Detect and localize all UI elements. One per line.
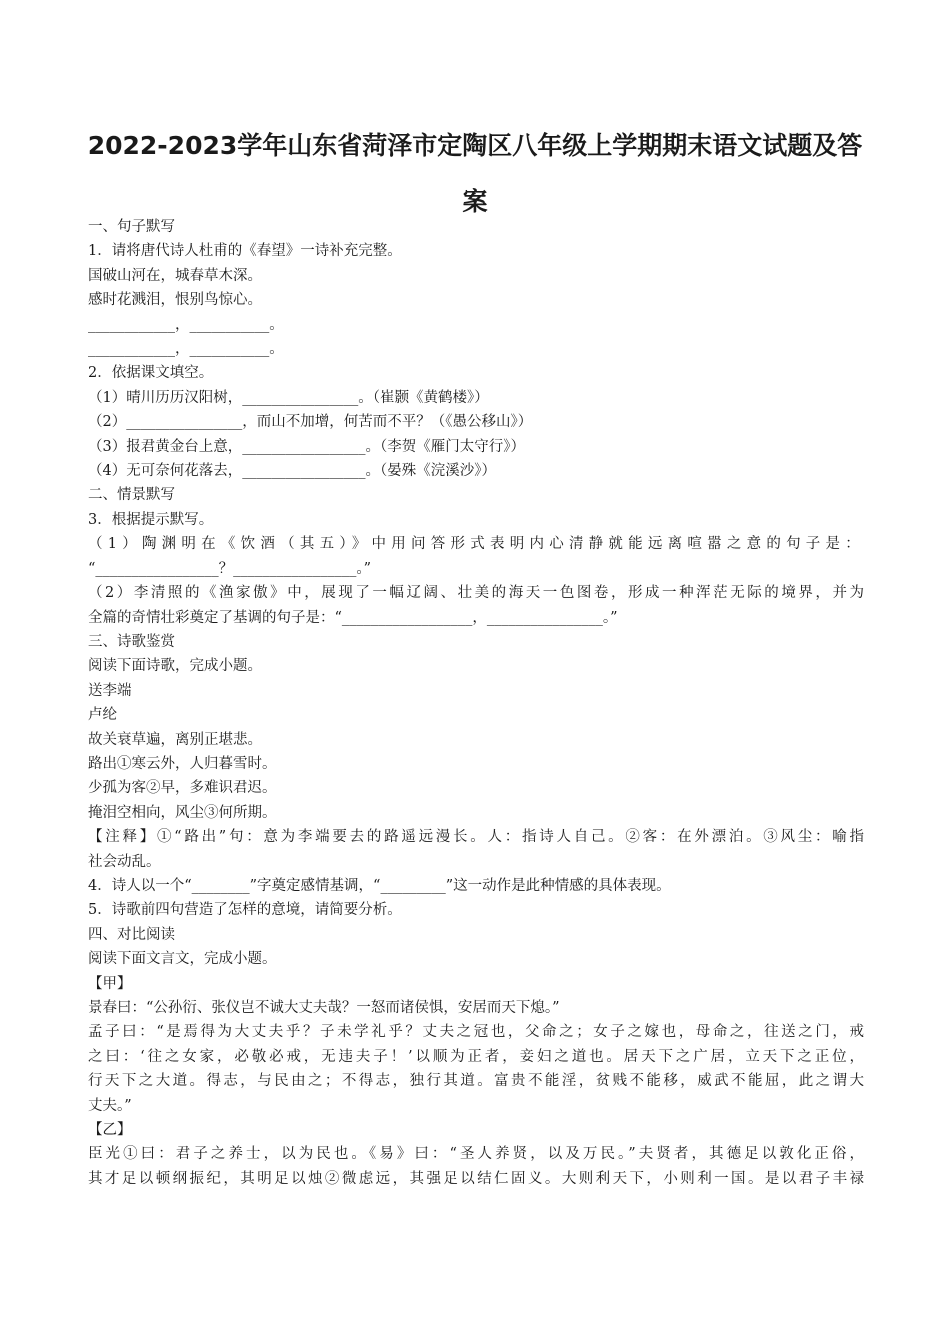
section-heading: 一、句子默写 [88, 219, 175, 235]
passage-label: 【乙】 [88, 1122, 132, 1139]
title-line-2: 案 [462, 187, 488, 216]
question: 3．根据提示默写。 [88, 511, 214, 528]
passage-line: 臣光①曰：君子之养士，以为民也。《易》曰：“圣人养贤，以及万民。”夫贤者，其德足以敦化正俗， [88, 1146, 864, 1163]
annotation-cont: 社会动乱。 [88, 853, 161, 870]
passage-line: 之曰：‘往之女家，必敬必戒，无违夫子！’以顺为正者，妾妇之道也。居天下之广居，立天下之正位， [88, 1048, 864, 1065]
question: 2．依据课文填空。 [88, 365, 214, 382]
question: 1．请将唐代诗人杜甫的《春望》一诗补充完整。 [88, 243, 402, 260]
passage-line: 孟子曰：“是焉得为大丈夫乎？子未学礼乎？丈夫之冠也，父命之；女子之嫁也，母命之，往送之门，戒 [88, 1024, 864, 1041]
sub-question: （2）李清照的《渔家傲》中，展现了一幅辽阔、壮美的海天一色图卷，形成一种浑茫无际的境界，并为 [88, 585, 864, 602]
poem-line: 感时花溅泪，恨别鸟惊心。 [88, 292, 262, 309]
document-body [88, 215, 864, 1191]
title-line-1: 2022-2023学年山东省菏泽市定陶区八年级上学期期末语文试题及答 [87, 131, 863, 160]
poem-title: 送李端 [88, 682, 132, 699]
blank-line: “_________________？_________________。” [88, 560, 372, 577]
blank-line: ____________，___________。 [88, 316, 284, 333]
question: 4．诗人以一个“________”字奠定感情基调，“_________”这一动作是此种情感的具体表现。 [88, 877, 671, 894]
section-heading: 四、对比阅读 [88, 926, 175, 943]
sub-question-cont: 全篇的奇情壮彩奠定了基调的句子是：“__________________，________________。” [88, 609, 618, 626]
sub-question: （3）报君黄金台上意，_________________。（李贺《雁门太守行》） [88, 438, 525, 455]
poem-line: 掩泪空相向，风尘③何所期。 [88, 804, 277, 821]
passage-line: 其才足以顿纲振纪，其明足以烛②微虑远，其强足以结仁固义。大则利天下，小则利一国。是以君子丰禄 [88, 1170, 864, 1187]
poem-line: 少孤为客②早，多难识君迟。 [88, 780, 277, 797]
passage-label: 【甲】 [88, 975, 132, 992]
instruction: 阅读下面诗歌，完成小题。 [88, 658, 262, 675]
page-title [70, 118, 880, 230]
question: 5．诗歌前四句营造了怎样的意境，请简要分析。 [88, 902, 402, 919]
section-heading: 二、情景默写 [88, 487, 175, 504]
sub-question: （4）无可奈何花落去，_________________。（晏殊《浣溪沙》） [88, 463, 496, 480]
section-heading: 三、诗歌鉴赏 [88, 633, 175, 650]
blank-line: ____________，___________。 [88, 341, 284, 358]
poem-line: 故关衰草遍，离别正堪悲。 [88, 731, 262, 748]
sub-question: （1）晴川历历汉阳树，________________。（崔颢《黄鹤楼》） [88, 389, 489, 406]
instruction: 阅读下面文言文，完成小题。 [88, 951, 277, 968]
sub-question: （2）________________，而山不加增，何苦而不平？（《愚公移山》） [88, 414, 533, 431]
passage-line: 景春曰：“公孙衍、张仪岂不诚大丈夫哉？一怒而诸侯惧，安居而天下熄。” [88, 1000, 560, 1016]
passage-line: 丈夫。” [88, 1097, 132, 1114]
poem-line: 国破山河在，城春草木深。 [88, 267, 262, 284]
poem-line: 路出①寒云外，人归暮雪时。 [88, 755, 277, 772]
annotation: 【注释】①“路出”句：意为李端要去的路遥远漫长。人：指诗人自己。②客：在外漂泊。③风尘：喻指 [88, 829, 864, 846]
passage-line: 行天下之大道。得志，与民由之；不得志，独行其道。富贵不能淫，贫贱不能移，威武不能屈，此之谓大 [88, 1073, 864, 1090]
poem-author: 卢纶 [88, 707, 117, 724]
sub-question: （1）陶渊明在《饮酒（其五）》中用问答形式表明内心清静就能远离喧嚣之意的句子是： [88, 536, 864, 553]
